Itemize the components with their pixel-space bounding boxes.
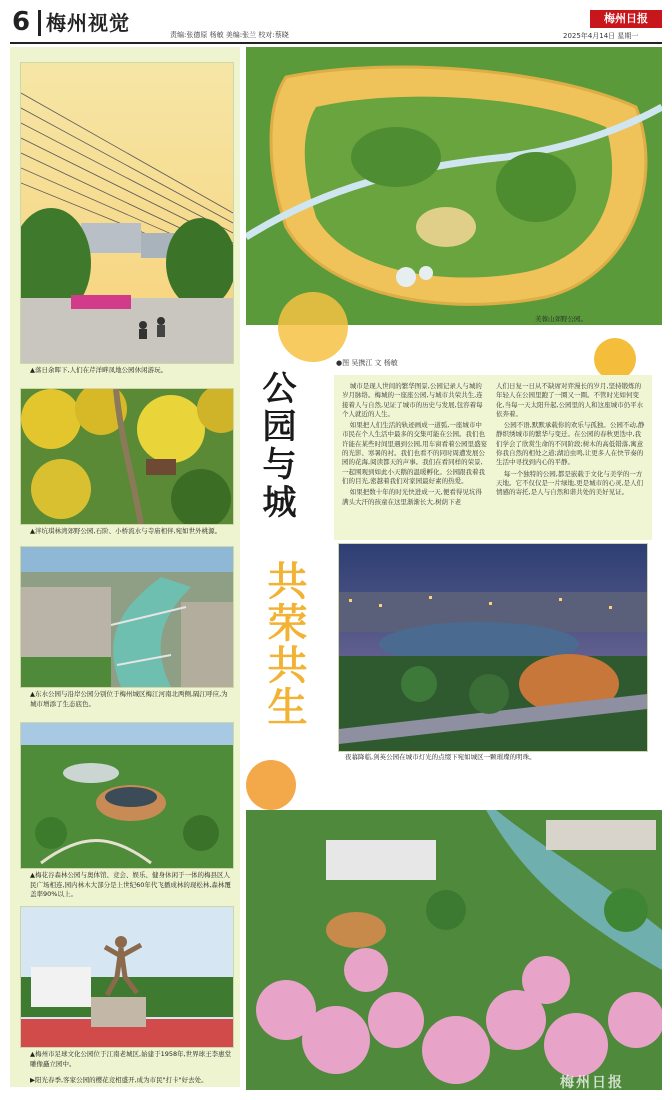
section-title: 梅州视觉 (46, 11, 130, 35)
article-paragraph: 公园不语,默默承载你的欢乐与孤独。公园不动,静静织绣城市的繁华与变迁。在公园的春秋更迭中,我们学会了欣赏生命的不同阶段;树木的高低错落,寓意你我自然的相处之道;湖泊虫鸣,让更多人在快节奏的生活中寻找到内心的平静。 (496, 421, 645, 467)
article-paragraph: 人们日复一日从不缺席对弈漫长的岁月,坚持锻炼的年轻人在公园里跑了一圈又一圈。不管时光如何变化,当每一天太阳升起,公园里的人和这座城市仍平水依奔着。 (496, 382, 644, 418)
caption-top-right: 芙蓉山郊野公园。 (535, 315, 587, 323)
byline: ●图 吴携江 文 杨敏 (336, 359, 398, 367)
caption-left-2: ▲泮坑琪林湾郊野公园,石阶、小桥流水与寺庙相伴,宛如世外桃源。 (30, 527, 222, 535)
photo-river-parks (20, 546, 234, 688)
caption-left-1: ▲落日余晖下,人们在芹洋畔凤地公园休闲游玩。 (30, 366, 168, 374)
caption-left-4: ▲梅花谷森林公园与奥体馆、竞会、娱乐、健身休闲于一体的梅县区人民广场相连,园内林木大部分是上世纪60年代飞播成林的现松林,森林覆盖率90%以上。 (30, 871, 231, 898)
article-paragraph: 城市是现人世间的繁华图景,公园记录人与城的岁月脉络。梅城的一座座公园,与城市共荣共生,连接着人与自然,见证了城市的历史与发展,包容着每个人就近的人生。 (342, 382, 483, 418)
article-col-2 (496, 382, 646, 500)
decor-yellow-circle-top (278, 292, 348, 362)
main-title: 公园与城 (256, 370, 296, 522)
article-paragraph: 如果把人们生活的轨迹画成一道弧,一座城市中市民在个人生活中最多的交集可能在公园。我们也许能在某些时间里遇到公园,用车窗看着公园里盛宴的光影、寒暑的衬。我们也看不的同时周遭发展公园的花海,阅读都天的声事。我们在看同样的荣景,一起围观到如此小天鹅的温暖孵化。公园跟我着我们的目光,密越着我们对家园最好素的热爱。 (342, 421, 488, 485)
caption-left-6: ▶阳光春季,客家公园的樱花竞相盛开,成为市民"打卡"好去处。 (30, 1076, 208, 1084)
caption-night: 夜幕降临,剑英公园在城市灯光的点缀下宛如城区一颗璀璨的明珠。 (345, 753, 536, 761)
caption-left-5: ▲梅州市足球文化公园位于江南老城区,始建于1958年,世界球王李惠堂雕像矗立园中。 (30, 1050, 232, 1068)
photo-hakka-park-sakura (246, 810, 662, 1090)
photo-furong-park-aerial (246, 47, 662, 325)
issue-date: 2025年4月14日 星期一 (563, 32, 639, 40)
decor-yellow-circle-right (594, 338, 636, 380)
article-paragraph: 如果把数十年的时光快进成一天,便看得见坑得满头大汗的孩童在这里渐渐长大,树荫下老 (342, 488, 482, 506)
photo-jianying-park-night (338, 543, 648, 752)
watermark: 梅州日报 (560, 1075, 624, 1091)
page-number: 6 (12, 7, 31, 37)
article-col-1 (342, 382, 488, 509)
header-rule (10, 42, 662, 44)
main-subtitle: 共荣共生 (261, 560, 308, 728)
photo-football-statue (20, 906, 234, 1048)
photo-stadium-park (20, 722, 234, 869)
photo-bridge-park (20, 62, 234, 364)
photo-forest-valley (20, 388, 234, 525)
newspaper-logo: 梅州日报 (590, 10, 662, 28)
caption-left-3: ▲东水公园与沿岸公园分别位于梅州城区梅江河南北两侧,隔江呼应,为城市增添了生态底色。 (30, 690, 228, 708)
article-paragraph: 每一个独特的公园,都是嵌载于文化与美学的一方天地。它不仅仅是一片绿地,更是城市的心灵,是人们情感的寄托,是人与自然和谐共处的美好见证。 (496, 469, 644, 497)
decor-orange-circle-bottom (246, 760, 296, 810)
header-divider (38, 10, 41, 36)
credits: 责编:张德原 杨敏 美编:张兰 校对:蔡晓 (170, 31, 289, 39)
